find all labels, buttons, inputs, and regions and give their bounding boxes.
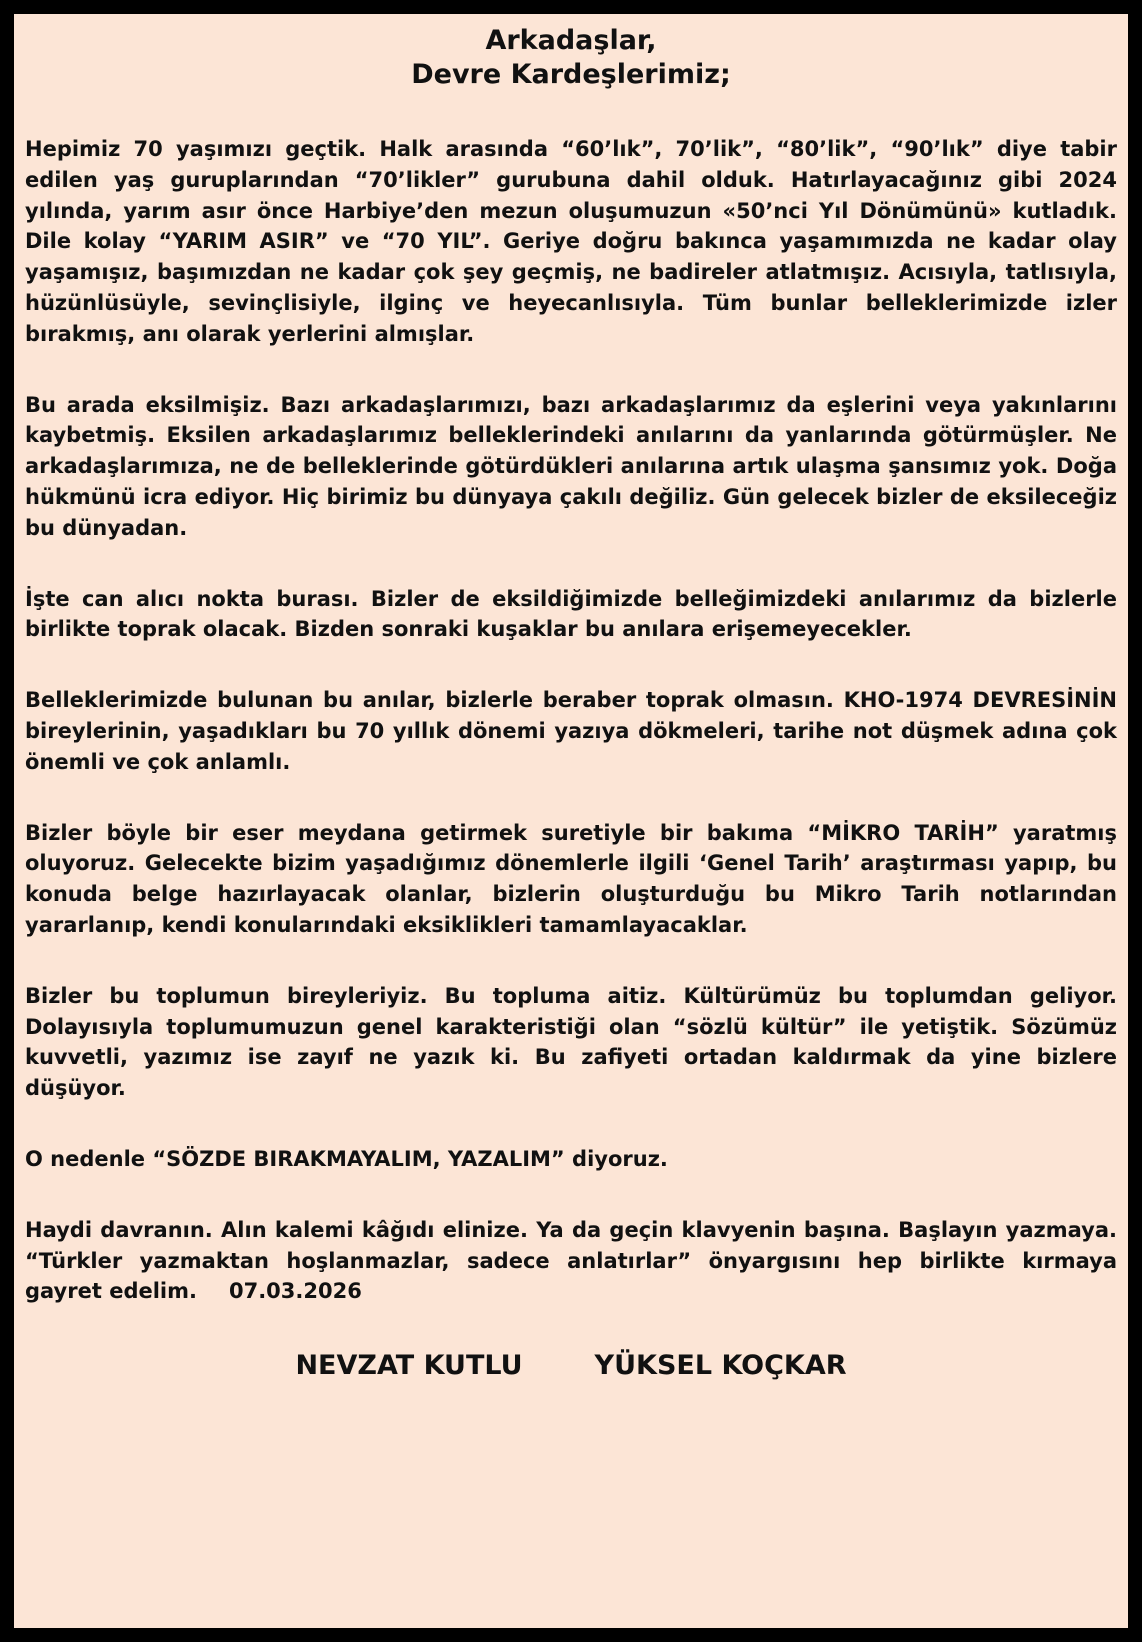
paragraph-3: İşte can alıcı nokta burası. Bizler de eksildiğimizde belleğimizdeki anılarımız da bizlerle birlikte toprak olacak. Bizden sonraki kuşaklar bu anılara erişemeyecekler.: [25, 586, 1117, 642]
paragraph-5: Bizler böyle bir eser meydana getirmek suretiyle bir bakıma “MİKRO TARİH” yaratmış oluyoruz. Gelecekte bizim yaşadığımız dönemlerle ilgili ‘Genel Tarih’ araştırması yapıp, bu konuda belge hazırlayacak olanlar, bizlerin oluşturduğu bu Mikro Tarih notlarından yararlanıp, kendi konularındaki eksiklikleri tamamlayacaklar.: [25, 820, 1117, 937]
letter-date: 07.03.2026: [228, 1279, 362, 1304]
letter-page: [14, 14, 1128, 1628]
closing-paragraph: [25, 1215, 1117, 1307]
signature-yuksel-kockar: YÜKSEL KOÇKAR: [594, 1350, 847, 1382]
greeting-line-2: Devre Kardeşlerimiz;: [411, 59, 731, 90]
signatures: [25, 1349, 1117, 1383]
closing-text: Haydi davranın. Alın kalemi kâğıdı elinize. Ya da geçin klavyenin başına. Başlayın yazmaya. “Türkler yazmaktan hoşlanmazlar, sadece anlatırlar” önyargısını hep birlikte kırmaya gayret edelim.: [25, 1217, 1117, 1304]
signature-nevzat-kutlu: NEVZAT KUTLU: [295, 1350, 523, 1382]
letter-content: [25, 24, 1117, 1383]
greeting-line-1: Arkadaşlar,: [485, 25, 657, 56]
paragraph-2: Bu arada eksilmişiz. Bazı arkadaşlarımızı, bazı arkadaşlarımız da eşlerini veya yakınlarını kaybetmiş. Eksilen arkadaşlarımız belleklerindeki anılarını da yanlarında götürmüşler. Ne arkadaşlarımıza, ne de belleklerinde götürdükleri anılarına artık ulaşma şansımız yok. Doğa hükmünü icra ediyor. Hiç birimiz bu dünyaya çakılı değiliz. Gün gelecek bizler de eksileceğiz bu dünyadan.: [25, 392, 1117, 540]
paragraph-1: Hepimiz 70 yaşımızı geçtik. Halk arasında “60’lık”, 70’lik”, “80’lik”, “90’lık” diye tabir edilen yaş guruplarından “70’likler” gurubuna dahil olduk. Hatırlayacağınız gibi 2024 yılında, yarım asır önce Harbiye’den mezun oluşumuzun «50’nci Yıl Dönümünü» kutladık. Dile kolay “YARIM ASIR” ve “70 YIL”. Geriye doğru bakınca yaşamımızda ne kadar olay yaşamışız, başımızdan ne kadar çok şey geçmiş, ne badireler atlatmışız. Acısıyla, tatlısıyla, hüzünlüsüyle, sevinçlisiyle, ilginç ve heyecanlısıyla. Tüm bunlar belleklerimizde izler bırakmış, anı olarak yerlerini almışlar.: [25, 137, 1117, 346]
paragraph-4: Belleklerimizde bulunan bu anılar, bizlerle beraber toprak olmasın. KHO-1974 DEVRESİNİN bireylerinin, yaşadıkları bu 70 yıllık dönemi yazıya dökmeleri, tarihe not düşmek adına çok önemli ve çok anlamlı.: [25, 688, 1117, 774]
paragraph-7: O nedenle “SÖZDE BIRAKMAYALIM, YAZALIM” diyoruz.: [25, 1146, 668, 1171]
paragraph-6: Bizler bu toplumun bireyleriyiz. Bu topluma aitiz. Kültürümüz bu toplumdan geliyor. Dolayısıyla toplumumuzun genel karakteristiği olan “sözlü kültür” ile yetiştik. Sözümüz kuvvetli, yazımız ise zayıf ne yazık ki. Bu zafiyeti ortadan kaldırmak da yine bizlere düşüyor.: [25, 983, 1117, 1101]
